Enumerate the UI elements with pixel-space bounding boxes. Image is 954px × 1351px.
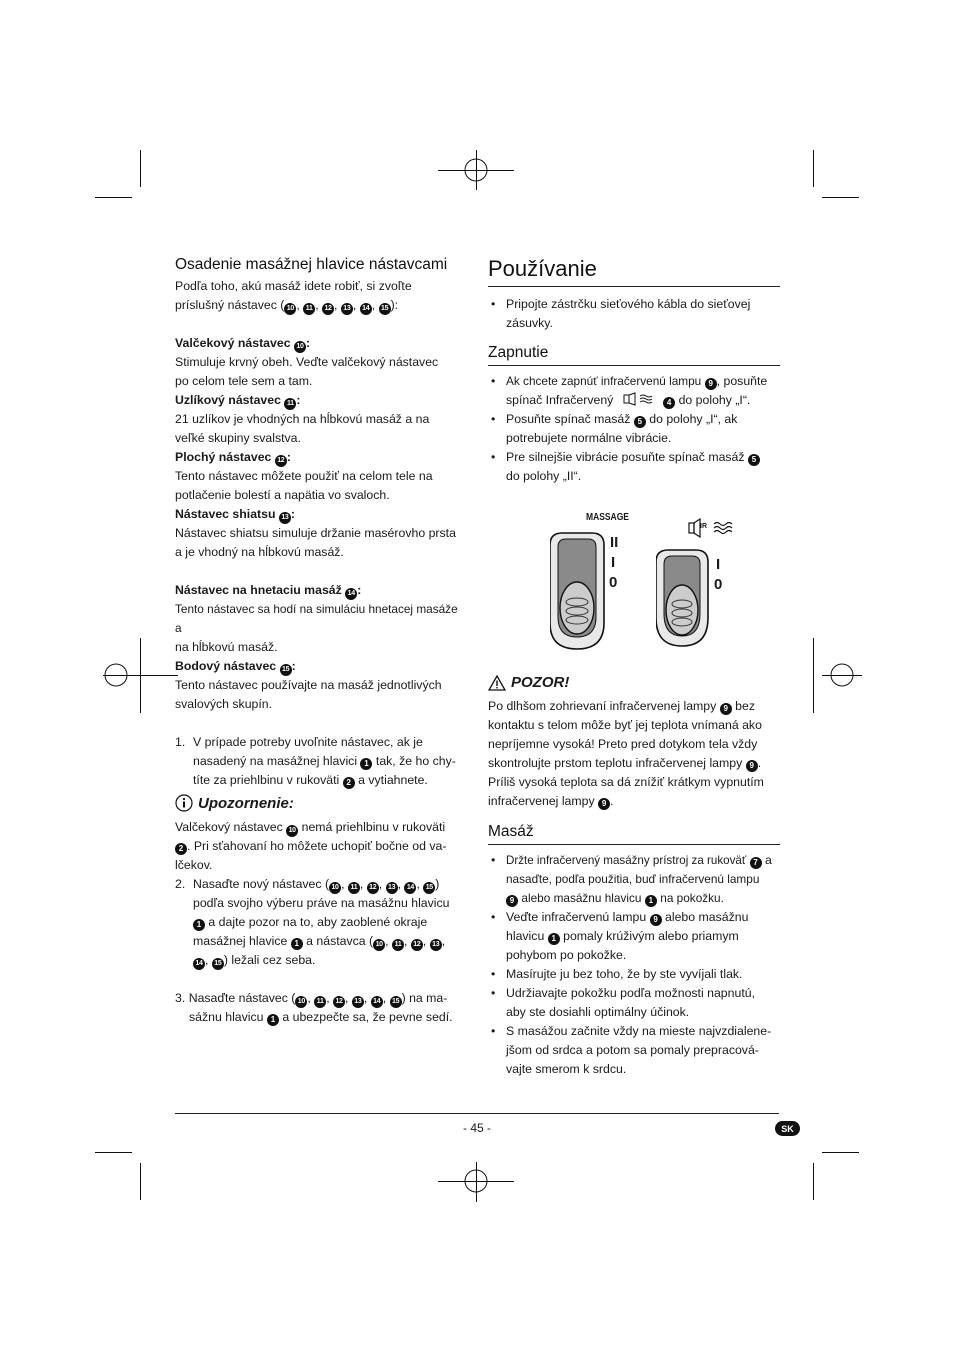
intro-text: Podľa toho, akú masáž idete robiť, si zvoľte [175, 279, 412, 293]
steps-list [175, 989, 465, 1027]
massage-label: MASSAGE [586, 512, 629, 523]
attachment-text: Stimuluje krvný obeh. Veďte valčekový nástavec [175, 355, 439, 369]
language-badge: SK [775, 1121, 800, 1136]
registration-mark-icon [458, 1163, 494, 1199]
infrared-switch-body-icon [656, 546, 714, 652]
left-column [175, 256, 465, 1027]
attachment-text: 21 uzlíkov je vhodných na hĺbkovú masáž a na [175, 412, 430, 426]
attachment-title: Valčekový nástavec 10 : [175, 334, 465, 353]
warning-text: nepríjemne vysoká! Preto pred dotykom tela vždy [488, 737, 758, 751]
page-title: Používanie [488, 256, 780, 287]
attachment-text: Tento nástavec používajte na masáž jednotlivých [175, 678, 442, 692]
warning-text: infračervenej lampy 9 . [488, 794, 614, 808]
attachment-title: Plochý nástavec 12 : [175, 448, 465, 467]
bullet-list [488, 372, 780, 486]
list-item: • Ak chcete zapnúť infračervenú lampu 9 , posuňte spínač Infračervený 4 do polohy „I“. [488, 372, 780, 410]
list-item: • Držte infračervený masážny prístroj za rukoväť 7 a nasaďte, podľa použitia, buď infračervenú lampu 9 alebo masážnu hlavicu 1 na pokožku. [488, 851, 780, 908]
position-II-label: II [610, 534, 619, 551]
bullet-list [488, 851, 780, 1079]
warning-text: skontrolujte prstom teplotu infračervenej lampy 9 . [488, 756, 762, 770]
list-item: • Pre silnejšie vibrácie posuňte spínač masáž 5 do polohy „II“. [488, 448, 780, 486]
attachment-text: veľké skupiny svalstva. [175, 431, 301, 445]
attachment-text: Tento nástavec sa hodí na simuláciu hnetacej masáže a [175, 602, 458, 635]
section-heading: Osadenie masážnej hlavice nástavcami [175, 256, 448, 273]
warning-text: Príliš vysoká teplota sa dá znížiť krátkym vypnutím [488, 775, 764, 789]
attachment-text: Tento nástavec môžete použiť na celom tele na [175, 469, 433, 483]
attachment-title: Nástavec na hnetaciu masáž 14 : [175, 581, 465, 600]
footer-divider [175, 1113, 779, 1114]
steps-list [175, 733, 465, 790]
intro-text: príslušný nástavec ( 10 , 11 , 12 , 13 , 14 , 15 ): [175, 296, 465, 315]
note-title: Upozornenie: [175, 794, 465, 812]
section-heading: Masáž [488, 823, 534, 840]
attachment-title: Uzlíkový nástavec 11 : [175, 391, 465, 410]
note-text: 2 . Pri sťahovaní ho môžete uchopiť bočne od va- [175, 837, 465, 856]
position-0-label: 0 [714, 576, 723, 593]
registration-mark-icon [824, 657, 860, 693]
massage-switch-icon [550, 529, 610, 654]
position-I-label: I [716, 556, 721, 573]
warning-icon [488, 675, 506, 691]
warning-text: Po dlhšom zohrievaní infračervenej lampy 9 bez [488, 699, 755, 713]
infrared-switch-icon [623, 392, 657, 406]
attachment-text: potlačenie bolestí a napätia vo svaloch. [175, 488, 390, 502]
note-text: lčekov. [175, 858, 213, 872]
attachment-text: na hĺbkovú masáž. [175, 640, 278, 654]
divider [488, 844, 780, 845]
list-item: • Pripojte zástrčku sieťového kábla do sieťovej zásuvky. [488, 295, 780, 333]
divider [488, 365, 780, 366]
ir-label: IR [700, 523, 707, 530]
attachment-title: Nástavec shiatsu 13 : [175, 505, 465, 524]
list-item: • Masírujte ju bez toho, že by ste vyvíjali tlak. [488, 965, 780, 984]
warning-title: POZOR! [488, 674, 780, 691]
list-item: • Posuňte spínač masáž 5 do polohy „I“, ak potrebujete normálne vibrácie. [488, 410, 780, 448]
bullet-list [488, 295, 780, 333]
section-heading: Zapnutie [488, 344, 549, 361]
list-item: • S masážou začnite vždy na mieste najvzdialene- jšom od srdca a potom sa pomaly prepracová- vajte smerom k srdcu. [488, 1022, 780, 1079]
list-item: • Veďte infračervenú lampu 9 alebo masážnu hlavicu 1 pomaly krúživým alebo priamym pohybom po pokožke. [488, 908, 780, 965]
warning-text: kontaktu s telom môže byť jej teplota vnímaná ako [488, 718, 762, 732]
attachment-text: svalových skupín. [175, 697, 273, 711]
position-0-label: 0 [609, 574, 618, 591]
attachment-title: Bodový nástavec 15 : [175, 657, 465, 676]
attachment-text: a je vhodný na hĺbkovú masáž. [175, 545, 344, 559]
infrared-symbol-icon [688, 518, 734, 538]
registration-mark-icon [98, 657, 134, 693]
note-text: Valčekový nástavec 10 nemá priehlbinu v rukoväti [175, 818, 465, 837]
steps-list [175, 875, 465, 970]
attachment-text: Nástavec shiatsu simuluje držanie masérovho prsta [175, 526, 456, 540]
switch-illustration [488, 504, 780, 664]
attachment-text: po celom tele sem a tam. [175, 374, 313, 388]
list-item: 2. Nasaďte nový nástavec ( 10 , 11 , 12 , 13 , 14 , 15 ) podľa svojho výberu práve na masážnu hlavicu 1 a dajte pozor na to, aby zaoblené okraje masážnej hlavice 1 a nástavca ( 10 , 11 , 12 , 13 , 14 , 15 ) ležali cez seba. [175, 875, 465, 970]
right-column [488, 256, 780, 1079]
position-I-label: I [611, 554, 616, 571]
registration-mark-icon [458, 152, 494, 188]
info-icon [175, 794, 193, 812]
page-number: - 45 - [462, 1121, 491, 1135]
list-item: • Udržiavajte pokožku podľa možnosti napnutú, aby ste dosiahli optimálny účinok. [488, 984, 780, 1022]
list-item: 1. V prípade potreby uvoľnite nástavec, ak je nasadený na masážnej hlavici 1 tak, že ho chy- títe za priehlbinu v rukoväti 2 a vytiahnete. [175, 735, 456, 787]
list-item: 3. Nasaďte nástavec ( 10 , 11 , 12 , 13 , 14 , 15 ) na ma- sážnu hlavicu 1 a ubezpečte sa, že pevne sedí. [175, 991, 453, 1024]
